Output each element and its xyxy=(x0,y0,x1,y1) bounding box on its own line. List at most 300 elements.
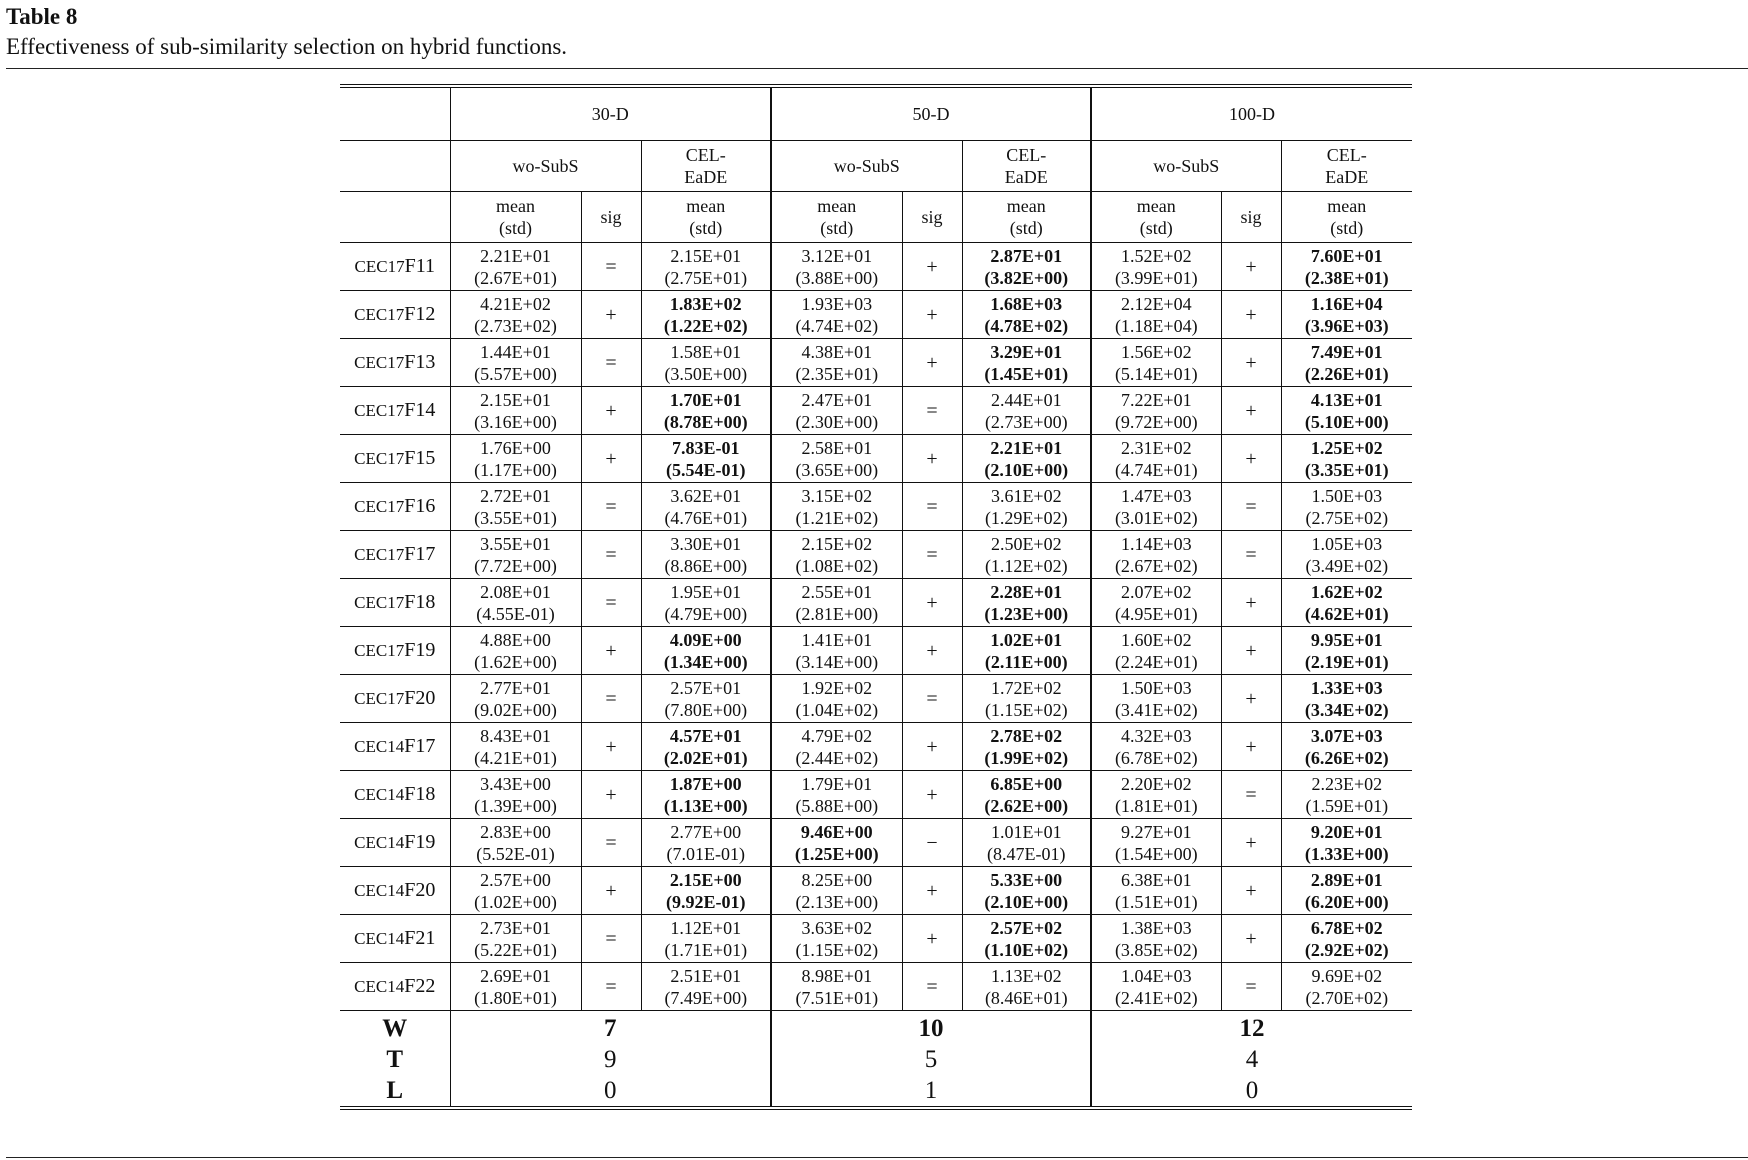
value-cell xyxy=(771,819,902,867)
mean-value: 3.43E+00 xyxy=(480,773,551,794)
mean-value: 2.55E+01 xyxy=(801,581,873,602)
std-value: (1.51E+01) xyxy=(1114,891,1198,912)
mean-value: 4.32E+03 xyxy=(1120,725,1192,746)
sig-cell: = xyxy=(581,675,641,723)
method-name-line2: EaDE xyxy=(684,167,728,187)
value-cell xyxy=(1281,963,1412,1011)
header-std: (std) xyxy=(499,218,532,238)
method-name-line1: CEL- xyxy=(1326,145,1367,165)
mean-value: 6.85E+00 xyxy=(990,773,1063,794)
mean-value: 2.58E+01 xyxy=(801,437,873,458)
value-cell xyxy=(641,483,771,531)
row-function-label xyxy=(340,531,450,579)
value-cell xyxy=(962,915,1091,963)
table-row xyxy=(340,675,1412,723)
mean-value: 1.62E+02 xyxy=(1310,581,1383,602)
sig-cell: = xyxy=(581,243,641,291)
mean-value: 2.77E+00 xyxy=(670,821,742,842)
value-cell xyxy=(962,867,1091,915)
row-function-label xyxy=(340,579,450,627)
mean-value: 3.62E+01 xyxy=(670,485,742,506)
value-cell xyxy=(962,291,1091,339)
value-cell xyxy=(1091,675,1221,723)
summary-label: W xyxy=(382,1014,408,1042)
row-suite-prefix: CEC14 xyxy=(354,833,405,852)
std-value: (3.14E+00) xyxy=(795,651,879,672)
mean-value: 2.83E+00 xyxy=(480,821,551,842)
value-cell xyxy=(771,339,902,387)
value-cell xyxy=(450,723,581,771)
value-cell xyxy=(450,579,581,627)
method-name-line1: CEL- xyxy=(685,145,726,165)
mean-value: 1.93E+03 xyxy=(801,293,873,314)
mean-value: 2.77E+01 xyxy=(480,677,551,698)
value-cell xyxy=(450,675,581,723)
value-cell xyxy=(641,771,771,819)
std-value: (1.08E+02) xyxy=(795,555,879,576)
value-cell xyxy=(641,627,771,675)
bottom-rule xyxy=(6,1157,1748,1158)
value-cell xyxy=(641,867,771,915)
header-std: (std) xyxy=(1139,218,1173,238)
row-function-id: F22 xyxy=(404,975,436,997)
std-value: (8.47E-01) xyxy=(987,843,1066,864)
table-row xyxy=(340,291,1412,339)
std-value: (2.11E+00) xyxy=(984,651,1068,672)
mean-value: 1.92E+02 xyxy=(801,677,873,698)
mean-value: 3.29E+01 xyxy=(990,341,1063,362)
mean-value: 3.61E+02 xyxy=(990,485,1062,506)
sig-cell: + xyxy=(902,867,962,915)
std-value: (1.45E+01) xyxy=(984,363,1069,384)
value-cell xyxy=(771,723,902,771)
value-cell xyxy=(1091,819,1221,867)
std-value: (5.88E+00) xyxy=(795,795,879,816)
summary-value: 4 xyxy=(1091,1044,1412,1075)
row-function-label xyxy=(340,819,450,867)
header-std: (std) xyxy=(820,218,854,238)
std-value: (2.44E+02) xyxy=(795,747,879,768)
sig-cell: + xyxy=(902,243,962,291)
std-value: (8.78E+00) xyxy=(663,411,748,432)
mean-value: 1.56E+02 xyxy=(1120,341,1192,362)
mean-value: 9.20E+01 xyxy=(1310,821,1383,842)
mean-value: 2.57E+00 xyxy=(480,869,551,890)
value-cell xyxy=(641,675,771,723)
sig-cell: + xyxy=(902,339,962,387)
summary-value: 7 xyxy=(450,1011,771,1045)
mean-value: 4.79E+02 xyxy=(801,725,873,746)
value-cell xyxy=(962,723,1091,771)
header-mean: mean xyxy=(496,196,535,216)
value-cell xyxy=(450,915,581,963)
std-value: (3.49E+02) xyxy=(1305,555,1389,576)
value-cell xyxy=(450,483,581,531)
mean-value: 9.95E+01 xyxy=(1310,629,1383,650)
mean-value: 1.95E+01 xyxy=(670,581,742,602)
mean-value: 5.33E+00 xyxy=(990,869,1063,890)
sig-cell: + xyxy=(581,627,641,675)
value-cell xyxy=(1281,867,1412,915)
summary-value: 9 xyxy=(450,1044,771,1075)
std-value: (1.15E+02) xyxy=(795,939,879,960)
table-row xyxy=(340,963,1412,1011)
header-std: (std) xyxy=(1009,218,1043,238)
row-function-id: F14 xyxy=(404,399,436,421)
std-value: (2.02E+01) xyxy=(663,747,748,768)
sig-cell: = xyxy=(581,483,641,531)
table-row xyxy=(340,531,1412,579)
std-value: (5.10E+00) xyxy=(1304,411,1389,432)
mean-value: 4.57E+01 xyxy=(669,725,742,746)
value-cell xyxy=(1091,291,1221,339)
table-row xyxy=(340,339,1412,387)
value-cell xyxy=(962,339,1091,387)
mean-value: 8.25E+00 xyxy=(801,869,873,890)
sig-cell: = xyxy=(581,531,641,579)
value-cell xyxy=(1091,771,1221,819)
table-row xyxy=(340,579,1412,627)
header-std: (std) xyxy=(689,218,723,238)
sig-cell: − xyxy=(902,819,962,867)
std-value: (5.22E+01) xyxy=(474,939,557,960)
table-body xyxy=(340,86,1412,1108)
std-value: (4.95E+01) xyxy=(1114,603,1198,624)
value-cell xyxy=(1091,243,1221,291)
mean-value: 2.08E+01 xyxy=(480,581,551,602)
sig-cell: = xyxy=(1221,531,1281,579)
mean-value: 3.07E+03 xyxy=(1310,725,1383,746)
std-value: (1.23E+00) xyxy=(984,603,1069,624)
std-value: (4.21E+01) xyxy=(474,747,557,768)
mean-value: 1.14E+03 xyxy=(1120,533,1192,554)
sig-cell: + xyxy=(581,435,641,483)
std-value: (1.13E+00) xyxy=(663,795,748,816)
value-cell xyxy=(1091,723,1221,771)
std-value: (5.52E-01) xyxy=(476,843,555,864)
value-cell xyxy=(450,627,581,675)
row-suite-prefix: CEC14 xyxy=(354,929,405,948)
std-value: (3.41E+02) xyxy=(1114,699,1198,720)
table-label: Table 8 xyxy=(6,4,78,29)
row-function-id: F18 xyxy=(404,783,436,805)
mean-value: 1.41E+01 xyxy=(801,629,873,650)
row-suite-prefix: CEC17 xyxy=(354,497,405,516)
std-value: (1.25E+00) xyxy=(794,843,879,864)
value-cell xyxy=(641,291,771,339)
value-cell xyxy=(1281,579,1412,627)
mean-value: 4.38E+01 xyxy=(801,341,873,362)
summary-value: 10 xyxy=(771,1011,1091,1045)
value-cell xyxy=(771,291,902,339)
row-function-id: F11 xyxy=(404,255,435,277)
std-value: (1.29E+02) xyxy=(984,507,1068,528)
mean-value: 2.47E+01 xyxy=(801,389,873,410)
value-cell xyxy=(962,627,1091,675)
row-suite-prefix: CEC14 xyxy=(354,737,405,756)
sig-cell: + xyxy=(902,579,962,627)
value-cell xyxy=(1091,579,1221,627)
sig-cell: + xyxy=(581,867,641,915)
sig-cell: + xyxy=(1221,867,1281,915)
mean-value: 7.22E+01 xyxy=(1120,389,1192,410)
sig-cell: = xyxy=(902,963,962,1011)
mean-value: 1.38E+03 xyxy=(1120,917,1192,938)
header-row-stats xyxy=(340,192,1412,243)
header-dim-30: 30-D xyxy=(450,86,771,141)
row-suite-prefix: CEC14 xyxy=(354,785,405,804)
sig-cell: + xyxy=(1221,243,1281,291)
mean-value: 3.30E+01 xyxy=(670,533,742,554)
std-value: (7.80E+00) xyxy=(664,699,748,720)
value-cell xyxy=(1281,291,1412,339)
mean-value: 2.72E+01 xyxy=(480,485,551,506)
mean-value: 2.57E+01 xyxy=(670,677,742,698)
std-value: (7.72E+00) xyxy=(474,555,557,576)
table-row xyxy=(340,819,1412,867)
row-function-label xyxy=(340,627,450,675)
value-cell xyxy=(641,723,771,771)
sig-cell: + xyxy=(1221,435,1281,483)
std-value: (8.46E+01) xyxy=(984,987,1068,1008)
table-caption xyxy=(6,2,567,62)
sig-cell: = xyxy=(581,963,641,1011)
value-cell xyxy=(1281,243,1412,291)
row-function-id: F18 xyxy=(404,591,436,613)
results-table xyxy=(340,84,1412,1110)
header-mean: mean xyxy=(686,196,726,216)
mean-value: 2.51E+01 xyxy=(670,965,742,986)
mean-value: 7.60E+01 xyxy=(1310,245,1383,266)
value-cell xyxy=(641,963,771,1011)
sig-cell: + xyxy=(1221,291,1281,339)
row-function-id: F15 xyxy=(404,447,436,469)
std-value: (2.75E+01) xyxy=(664,267,748,288)
row-suite-prefix: CEC17 xyxy=(354,353,405,372)
std-value: (1.04E+02) xyxy=(795,699,879,720)
value-cell xyxy=(641,819,771,867)
std-value: (4.74E+02) xyxy=(795,315,879,336)
std-value: (1.15E+02) xyxy=(984,699,1068,720)
mean-value: 4.21E+02 xyxy=(480,293,551,314)
header-blank xyxy=(340,141,450,192)
value-cell xyxy=(1281,483,1412,531)
std-value: (4.74E+01) xyxy=(1114,459,1198,480)
mean-value: 1.60E+02 xyxy=(1120,629,1192,650)
mean-value: 1.12E+01 xyxy=(670,917,742,938)
value-cell xyxy=(450,291,581,339)
mean-value: 4.13E+01 xyxy=(1310,389,1383,410)
value-cell xyxy=(1091,435,1221,483)
std-value: (4.55E-01) xyxy=(476,603,555,624)
header-dim-100: 100-D xyxy=(1091,86,1412,141)
value-cell xyxy=(1281,771,1412,819)
sig-cell: = xyxy=(902,675,962,723)
value-cell xyxy=(1091,627,1221,675)
sig-cell: = xyxy=(902,387,962,435)
std-value: (5.57E+00) xyxy=(474,363,557,384)
value-cell xyxy=(771,963,902,1011)
row-function-label xyxy=(340,867,450,915)
header-std: (std) xyxy=(1330,218,1364,238)
std-value: (1.12E+02) xyxy=(984,555,1068,576)
value-cell xyxy=(771,243,902,291)
std-value: (2.35E+01) xyxy=(795,363,879,384)
value-cell xyxy=(1091,339,1221,387)
std-value: (7.01E-01) xyxy=(666,843,745,864)
mean-value: 1.87E+00 xyxy=(669,773,742,794)
std-value: (2.38E+01) xyxy=(1304,267,1389,288)
sig-cell: = xyxy=(1221,963,1281,1011)
mean-value: 2.07E+02 xyxy=(1120,581,1192,602)
value-cell xyxy=(1091,531,1221,579)
std-value: (2.62E+00) xyxy=(984,795,1069,816)
value-cell xyxy=(1281,819,1412,867)
value-cell xyxy=(1281,435,1412,483)
value-cell xyxy=(641,243,771,291)
value-cell xyxy=(450,771,581,819)
method-name-line1: CEL- xyxy=(1006,145,1047,165)
value-cell xyxy=(771,579,902,627)
std-value: (7.51E+01) xyxy=(795,987,879,1008)
std-value: (1.33E+00) xyxy=(1304,843,1389,864)
sig-cell: + xyxy=(902,291,962,339)
value-cell xyxy=(962,243,1091,291)
sig-cell: + xyxy=(1221,723,1281,771)
table-row xyxy=(340,627,1412,675)
table-row xyxy=(340,483,1412,531)
sig-cell: + xyxy=(902,771,962,819)
header-mean: mean xyxy=(1136,196,1176,216)
value-cell xyxy=(1091,387,1221,435)
value-cell xyxy=(962,771,1091,819)
value-cell xyxy=(771,675,902,723)
row-suite-prefix: CEC14 xyxy=(354,881,405,900)
mean-value: 1.83E+02 xyxy=(669,293,742,314)
mean-value: 2.21E+01 xyxy=(990,437,1063,458)
mean-value: 2.73E+01 xyxy=(480,917,551,938)
value-cell xyxy=(1281,723,1412,771)
table-row xyxy=(340,867,1412,915)
value-cell xyxy=(1281,387,1412,435)
header-mean-std xyxy=(962,192,1091,243)
mean-value: 4.88E+00 xyxy=(480,629,551,650)
mean-value: 9.69E+02 xyxy=(1311,965,1383,986)
sig-cell: + xyxy=(1221,915,1281,963)
std-value: (1.39E+00) xyxy=(474,795,557,816)
row-function-label xyxy=(340,771,450,819)
std-value: (1.71E+01) xyxy=(664,939,748,960)
header-method-cel-eade xyxy=(641,141,771,192)
std-value: (8.86E+00) xyxy=(664,555,748,576)
std-value: (4.79E+00) xyxy=(664,603,748,624)
value-cell xyxy=(641,915,771,963)
std-value: (1.10E+02) xyxy=(984,939,1069,960)
header-mean-std xyxy=(771,192,902,243)
sig-cell: = xyxy=(581,579,641,627)
row-function-id: F20 xyxy=(404,879,436,901)
std-value: (4.76E+01) xyxy=(664,507,748,528)
std-value: (2.24E+01) xyxy=(1114,651,1198,672)
header-sig: sig xyxy=(1221,192,1281,243)
top-rule xyxy=(6,68,1748,69)
sig-cell: = xyxy=(581,819,641,867)
std-value: (3.50E+00) xyxy=(664,363,748,384)
value-cell xyxy=(771,915,902,963)
std-value: (3.99E+01) xyxy=(1114,267,1198,288)
method-name-line2: EaDE xyxy=(1325,167,1369,187)
summary-value: 0 xyxy=(450,1075,771,1108)
value-cell xyxy=(771,771,902,819)
std-value: (1.02E+00) xyxy=(474,891,557,912)
row-suite-prefix: CEC17 xyxy=(354,641,405,660)
mean-value: 2.87E+01 xyxy=(990,245,1063,266)
std-value: (2.30E+00) xyxy=(795,411,879,432)
header-sig: sig xyxy=(581,192,641,243)
std-value: (9.72E+00) xyxy=(1114,411,1198,432)
mean-value: 1.79E+01 xyxy=(801,773,873,794)
std-value: (3.16E+00) xyxy=(474,411,557,432)
method-name-line2: EaDE xyxy=(1004,167,1048,187)
row-suite-prefix: CEC17 xyxy=(354,401,405,420)
std-value: (3.88E+00) xyxy=(795,267,879,288)
results-table-wrapper xyxy=(340,84,1412,1110)
mean-value: 2.15E+01 xyxy=(480,389,551,410)
std-value: (2.70E+02) xyxy=(1305,987,1389,1008)
value-cell xyxy=(771,531,902,579)
row-suite-prefix: CEC17 xyxy=(354,449,405,468)
table-row xyxy=(340,915,1412,963)
mean-value: 3.12E+01 xyxy=(801,245,873,266)
sig-cell: + xyxy=(581,387,641,435)
value-cell xyxy=(641,339,771,387)
mean-value: 8.43E+01 xyxy=(480,725,551,746)
row-function-id: F19 xyxy=(404,639,436,661)
mean-value: 6.78E+02 xyxy=(1310,917,1383,938)
mean-value: 6.38E+01 xyxy=(1120,869,1192,890)
sig-cell: + xyxy=(1221,627,1281,675)
mean-value: 1.52E+02 xyxy=(1120,245,1192,266)
value-cell xyxy=(1281,339,1412,387)
value-cell xyxy=(771,867,902,915)
mean-value: 2.20E+02 xyxy=(1120,773,1192,794)
sig-cell: + xyxy=(581,771,641,819)
std-value: (1.21E+02) xyxy=(795,507,879,528)
summary-value: 1 xyxy=(771,1075,1091,1108)
std-value: (2.73E+02) xyxy=(474,315,557,336)
sig-cell: + xyxy=(902,723,962,771)
mean-value: 1.05E+03 xyxy=(1311,533,1383,554)
std-value: (1.34E+00) xyxy=(663,651,748,672)
std-value: (2.13E+00) xyxy=(795,891,879,912)
mean-value: 1.33E+03 xyxy=(1310,677,1383,698)
summary-value: 0 xyxy=(1091,1075,1412,1108)
mean-value: 1.50E+03 xyxy=(1120,677,1192,698)
row-function-label xyxy=(340,291,450,339)
mean-value: 9.27E+01 xyxy=(1120,821,1192,842)
header-mean: mean xyxy=(817,196,857,216)
value-cell xyxy=(450,819,581,867)
row-function-label xyxy=(340,435,450,483)
mean-value: 1.25E+02 xyxy=(1310,437,1383,458)
table-title: Effectiveness of sub-similarity selection on hybrid functions. xyxy=(6,34,568,59)
mean-value: 2.15E+01 xyxy=(670,245,742,266)
mean-value: 3.15E+02 xyxy=(801,485,873,506)
header-method-wo-subs: wo-SubS xyxy=(771,141,962,192)
mean-value: 2.78E+02 xyxy=(990,725,1063,746)
header-method-wo-subs: wo-SubS xyxy=(1091,141,1281,192)
mean-value: 1.68E+03 xyxy=(990,293,1063,314)
